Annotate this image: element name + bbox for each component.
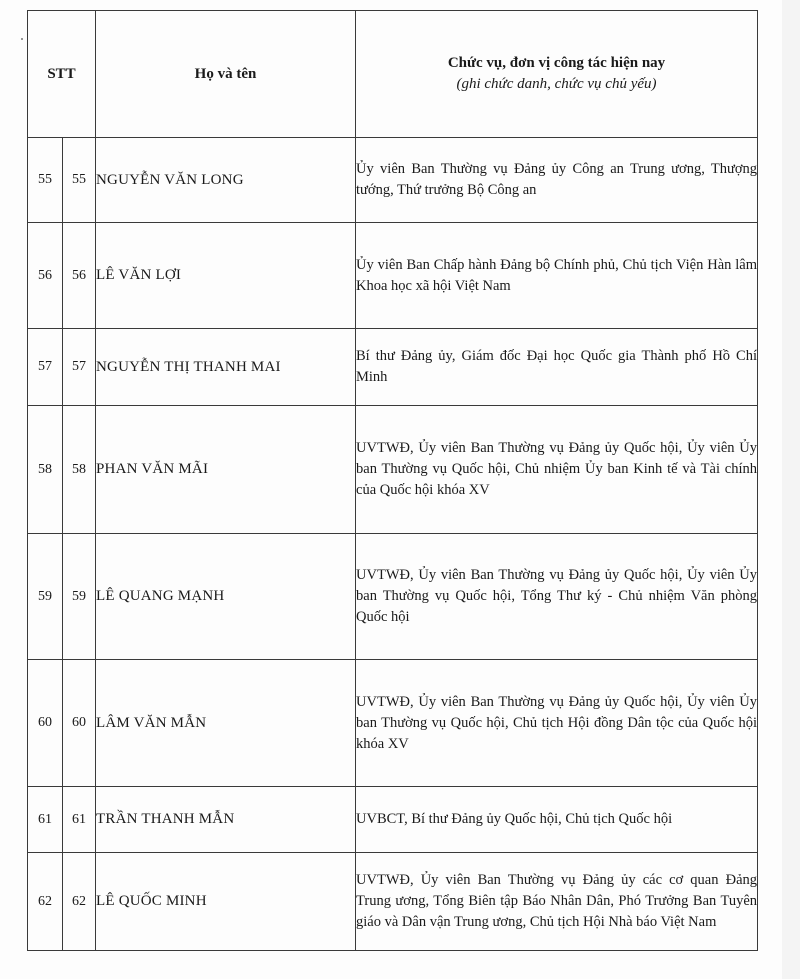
row-name: TRẦN THANH MẪN	[96, 787, 356, 853]
header-role	[356, 11, 758, 138]
row-stt: 57	[28, 329, 63, 406]
row-role: Ủy viên Ban Thường vụ Đảng ủy Công an Trung ương, Thượng tướng, Thứ trưởng Bộ Công an	[356, 138, 758, 223]
table-row	[28, 534, 758, 660]
row-stt: 62	[28, 853, 63, 951]
table-row	[28, 138, 758, 223]
header-stt: STT	[28, 11, 96, 138]
row-stt: 55	[28, 138, 63, 223]
row-index: 59	[63, 534, 96, 660]
row-index: 56	[63, 223, 96, 329]
table-header-row	[28, 11, 758, 138]
roster-table	[27, 10, 758, 951]
row-name: NGUYỄN VĂN LONG	[96, 138, 356, 223]
row-role: UVTWĐ, Ủy viên Ban Thường vụ Đảng ủy các cơ quan Đảng Trung ương, Tổng Biên tập Báo Nhân Dân, Phó Trưởng Ban Tuyên giáo và Dân vận Trung ương, Chủ tịch Hội Nhà báo Việt Nam	[356, 853, 758, 951]
row-name: LÂM VĂN MẪN	[96, 660, 356, 787]
table-row	[28, 329, 758, 406]
row-index: 58	[63, 406, 96, 534]
row-stt: 58	[28, 406, 63, 534]
row-index: 60	[63, 660, 96, 787]
row-name: LÊ QUỐC MINH	[96, 853, 356, 951]
table-row	[28, 787, 758, 853]
row-role: UVTWĐ, Ủy viên Ban Thường vụ Đảng ủy Quốc hội, Ủy viên Ủy ban Thường vụ Quốc hội, Chủ tịch Hội đồng Dân tộc của Quốc hội khóa XV	[356, 660, 758, 787]
row-index: 57	[63, 329, 96, 406]
row-role: Ủy viên Ban Chấp hành Đảng bộ Chính phủ, Chủ tịch Viện Hàn lâm Khoa học xã hội Việt Nam	[356, 223, 758, 329]
table-row	[28, 660, 758, 787]
row-role: UVTWĐ, Ủy viên Ban Thường vụ Đảng ủy Quốc hội, Ủy viên Ủy ban Thường vụ Quốc hội, Chủ nhiệm Ủy ban Kinh tế và Tài chính của Quốc hội khóa XV	[356, 406, 758, 534]
table-row	[28, 223, 758, 329]
header-role-title: Chức vụ, đơn vị công tác hiện nay	[447, 55, 666, 71]
row-name: NGUYỄN THỊ THANH MAI	[96, 329, 356, 406]
row-index: 61	[63, 787, 96, 853]
row-index: 55	[63, 138, 96, 223]
row-stt: 56	[28, 223, 63, 329]
row-role: Bí thư Đảng ủy, Giám đốc Đại học Quốc gia Thành phố Hồ Chí Minh	[356, 329, 758, 406]
table-row	[28, 853, 758, 951]
row-index: 62	[63, 853, 96, 951]
row-stt: 60	[28, 660, 63, 787]
header-role-subtitle: (ghi chức danh, chức vụ chủ yếu)	[456, 76, 657, 92]
table-row	[28, 406, 758, 534]
row-role: UVBCT, Bí thư Đảng ủy Quốc hội, Chủ tịch Quốc hội	[356, 787, 758, 853]
row-name: LÊ QUANG MẠNH	[96, 534, 356, 660]
page-edge	[782, 0, 800, 979]
row-stt: 61	[28, 787, 63, 853]
row-name: LÊ VĂN LỢI	[96, 223, 356, 329]
scan-speck	[21, 38, 23, 40]
row-role: UVTWĐ, Ủy viên Ban Thường vụ Đảng ủy Quốc hội, Ủy viên Ủy ban Thường vụ Quốc hội, Tổng Thư ký - Chủ nhiệm Văn phòng Quốc hội	[356, 534, 758, 660]
row-name: PHAN VĂN MÃI	[96, 406, 356, 534]
row-stt: 59	[28, 534, 63, 660]
header-name: Họ và tên	[96, 11, 356, 138]
